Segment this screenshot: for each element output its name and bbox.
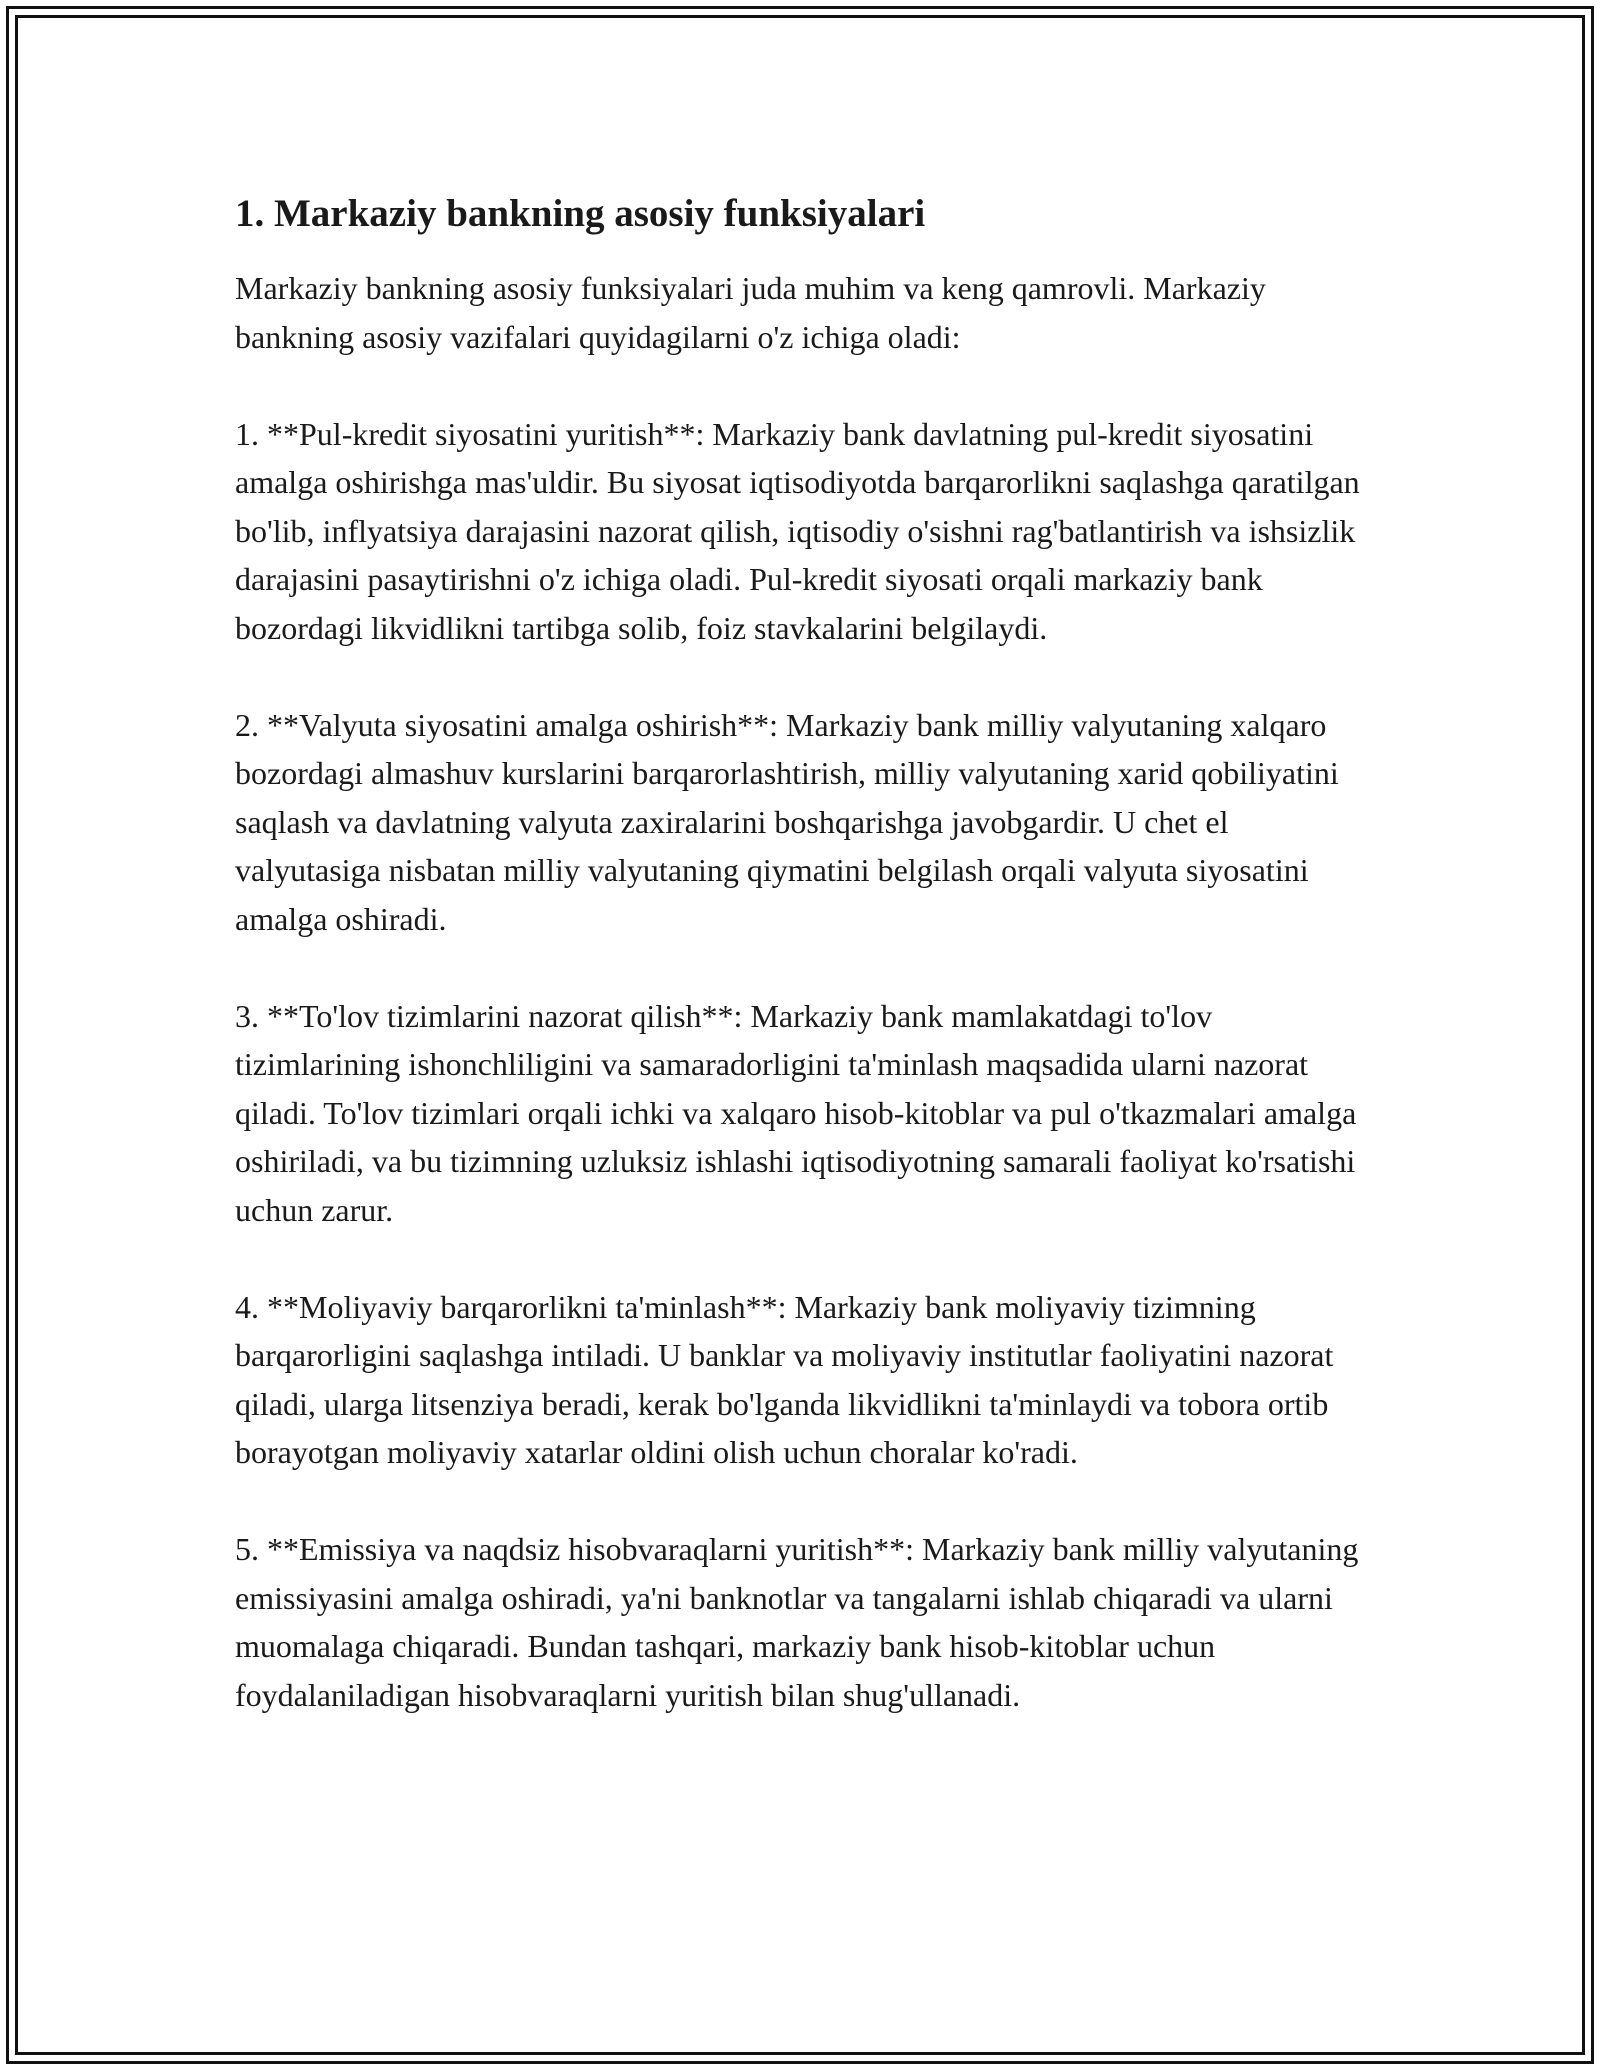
list-item-2: 2. **Valyuta siyosatini amalga oshirish**: Markaziy bank milliy valyutaning xalqaro bozordagi almashuv kurslarini barqarorlashtirish, milliy valyutaning xarid qobiliyatini saqlash va davlatning valyuta zaxiralarini boshqarishga javobgardir. U chet el valyutasiga nisbatan milliy valyutaning qiymatini belgilash orqali valyuta siyosatini amalga oshiradi. — [235, 706, 1339, 937]
list-item-5: 5. **Emissiya va naqdsiz hisobvaraqlarni yuritish**: Markaziy bank milliy valyutaning emissiyasini amalga oshiradi, ya'ni banknotlar va tangalarni ishlab chiqaradi va ularni muomalaga chiqaradi. Bundan tashqari, markaziy bank hisob-kitoblar uchun foydalaniladigan hisobvaraqlarni yuritish bilan shug'ullanadi. — [235, 1531, 1359, 1713]
list-item-1: 1. **Pul-kredit siyosatini yuritish**: Markaziy bank davlatning pul-kredit siyosatini amalga oshirishga mas'uldir. Bu siyosat iqtisodiyotda barqarorlikni saqlashga qaratilgan bo'lib, inflyatsiya darajasini nazorat qilish, iqtisodiy o'sishni rag'batlantirish va ishsizlik darajasini pasaytirishni o'z ichiga oladi. Pul-kredit siyosati orqali markaziy bank bozordagi likvidlikni tartibga solib, foiz stavkalarini belgilaydi. — [235, 415, 1360, 646]
list-item-3: 3. **To'lov tizimlarini nazorat qilish**: Markaziy bank mamlakatdagi to'lov tizimlarining ishonchliligini va samaradorligini ta'minlash maqsadida ularni nazorat qiladi. To'lov tizimlari orqali ichki va xalqaro hisob-kitoblar va pul o'tkazmalari amalga oshiriladi, va bu tizimning uzluksiz ishlashi iqtisodiyotning samarali faoliyat ko'rsatishi uchun zarur. — [235, 997, 1357, 1228]
document-body — [235, 188, 1375, 1719]
list-item-4: 4. **Moliyaviy barqarorlikni ta'minlash**: Markaziy bank moliyaviy tizimning barqarorligini saqlashga intiladi. U banklar va moliyaviy institutlar faoliyatini nazorat qiladi, ularga litsenziya beradi, kerak bo'lganda likvidlikni ta'minlaydi va tobora ortib borayotgan moliyaviy xatarlar oldini olish uchun choralar ko'radi. — [235, 1288, 1334, 1470]
page-title: 1. Markaziy bankning asosiy funksiyalari — [235, 192, 926, 235]
intro-paragraph: Markaziy bankning asosiy funksiyalari juda muhim va keng qamrovli. Markaziy bankning asosiy vazifalari quyidagilarni o'z ichiga oladi: — [235, 270, 1266, 355]
